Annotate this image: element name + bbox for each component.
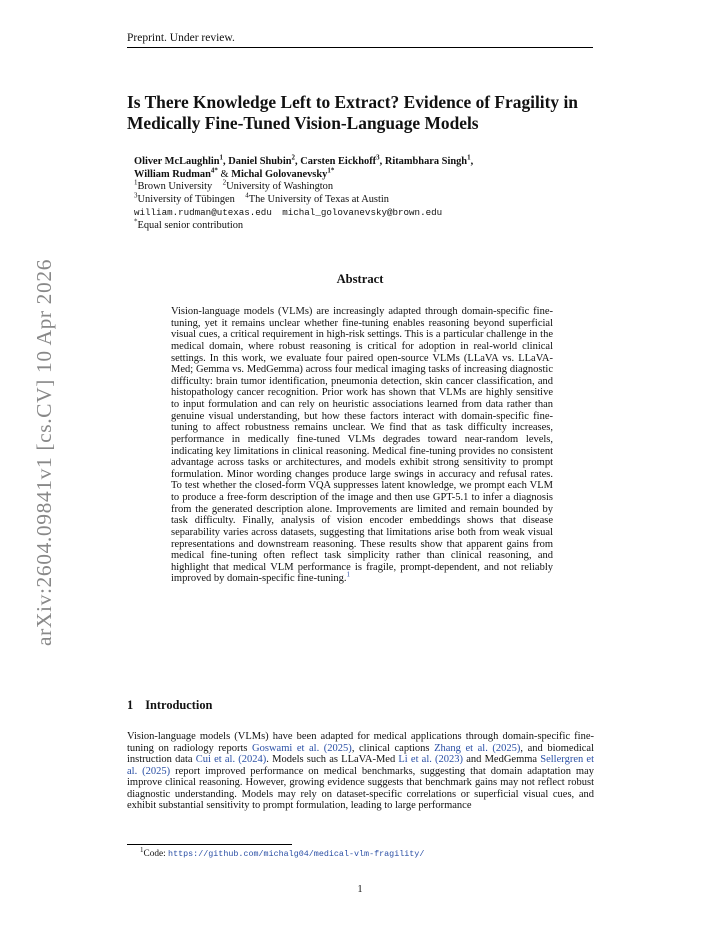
citation-link[interactable]: Sellergren et al. (2025): [127, 754, 594, 777]
affiliation: Brown University: [137, 181, 213, 193]
citation-link[interactable]: Goswami et al. (2025): [252, 742, 352, 754]
author-name: Carsten Eickhoff: [300, 156, 377, 167]
author-affiliation-mark: 1: [219, 153, 224, 162]
page-number: 1: [357, 884, 363, 895]
arxiv-stamp: arXiv:2604.09841v1 [cs.CV] 10 Apr 2026: [32, 258, 56, 646]
intro-text: and MedGemma: [463, 754, 541, 766]
equal-contribution-mark: *: [134, 217, 138, 226]
intro-text: , and biomedical instruction data: [127, 742, 594, 766]
running-head: Preprint. Under review.: [127, 32, 593, 48]
affiliation-line: [134, 178, 594, 194]
affiliation: University of Washington: [226, 181, 334, 193]
author-name: William Rudman: [134, 168, 211, 180]
affiliation-mark: 4: [245, 191, 249, 200]
intro-paragraph: [127, 731, 594, 812]
author-affiliation-mark: 1: [467, 153, 471, 162]
intro-text: , clinical captions: [351, 742, 435, 754]
author-affiliation-mark: 3: [376, 153, 380, 162]
equal-contribution-note: [134, 217, 594, 233]
author-name: Oliver McLaughlin: [134, 156, 220, 167]
affiliation: University of Tübingen: [137, 194, 235, 206]
email-line: [134, 207, 594, 220]
author-name: Daniel Shubin: [228, 156, 292, 167]
citation-link[interactable]: Cui et al. (2024): [195, 754, 267, 766]
intro-text: report improved performance on medical benchmarks, suggesting that domain adaptation may improve clinical reasoning. However, growing evidence suggests that benchmark gains may not reflect robust diagnostic understanding. Models may rely on dataset-specific correlations or superficial visual cues, and exhibit substantial sensitivity to prompt formulation, leading to large performance: [127, 765, 595, 812]
section-number: 1: [127, 698, 134, 712]
abstract-footnote-mark[interactable]: 1: [346, 570, 351, 579]
footnote-label: Code:: [143, 849, 169, 859]
author-affiliation-mark: 1*: [327, 166, 335, 175]
author-block: [134, 153, 594, 232]
affiliation-mark: 3: [134, 191, 138, 200]
author-name: Ritambhara Singh: [384, 156, 468, 167]
intro-text: Vision-language models (VLMs) have been adapted for medical applications through domain-specific fine-tuning on radiology reports: [127, 731, 594, 754]
footnote-mark: 1: [140, 845, 144, 854]
affiliation: The University of Texas at Austin: [248, 194, 389, 206]
affiliation-mark: 2: [222, 178, 227, 187]
footnote: [140, 845, 425, 859]
section-heading: [127, 698, 212, 713]
author-names: Oliver McLaughlin$^1$, Daniel Shubin$^2$, Carsten Eickhoff$^3$, Ritambhara Singh$^1$, William Rudman$^{4*}$ & Michal Golovanevsky$^{1*}$: [134, 153, 474, 180]
citation-link[interactable]: Zhang et al. (2025): [434, 742, 521, 754]
author-email[interactable]: michal_golovanevsky@brown.edu: [282, 206, 443, 218]
abstract-text: Vision-language models (VLMs) are increasingly adapted through domain-specific fine-tuning, yet it remains unclear whether fine-tuning enables reasoning beyond superficial visual cues, a critical requirement in high-risk settings. This is a particular challenge in the medical domain, where robust reasoning is critical for adoption in real-world clinical settings. In this work, we evaluate four paired open-source VLMs (LLaVA vs. LLaVA-Med; Gemma vs. MedGemma) across four medical imaging tasks of increasing diagnostic difficulty: brain tumor identification, pneumonia detection, skin cancer classification, and histopathology cancer recognition. Prior work has shown that VLMs are highly sensitive to input formulation and can rely on heuristic associations learned from data rather than genuine visual understanding, but how these factors interact with domain-specific fine-tuning to affect robustness remains unclear. We find that as task difficulty increases, performance in medically fine-tuned VLMs degrades toward near-random levels, indicating key limitations in clinical reasoning. Medical fine-tuning provides no consistent advantage across tasks or architectures, and models exhibit strong sensitivity to prompt formulation. Minor wording changes produce large swings in accuracy and refusal rates. To test whether the closed-form VQA suppresses latent knowledge, we prompt each VLM to produce a free-form description of the image and then use GPT-5.1 to infer a diagnosis from the generated description alone. Improvements are limited and remain bounded by task difficulty. Finally, analysis of vision encoder embeddings shows that disease separability varies across datasets, suggesting that limitations arise both from weak visual representations and downstream reasoning. These results show that apparent gains from medical fine-tuning often reflect task simplicity rather than clinical reasoning, and highlight that medical VLM performance is fragile, prompt-dependent, and not reliably improved by domain-specific fine-tuning.: [171, 306, 553, 585]
code-url-link[interactable]: https://github.com/michalg04/medical-vlm-fragility/: [168, 849, 425, 859]
footnote-rule: [127, 844, 292, 845]
author-name: Michal Golovanevsky: [231, 168, 328, 180]
affiliation-mark: 1: [134, 178, 138, 187]
affiliation-line: [134, 191, 594, 207]
abstract-heading: Abstract: [336, 272, 384, 286]
author-affiliation-mark: 4*: [210, 166, 218, 175]
abstract-body: [171, 306, 553, 585]
author-email[interactable]: william.rudman@utexas.edu: [134, 206, 272, 218]
citation-link[interactable]: Li et al. (2023): [398, 754, 464, 766]
intro-text: . Models such as LLaVA-Med: [266, 754, 399, 766]
paper-title: Is There Knowledge Left to Extract? Evidence of Fragility in Medically Fine-Tuned Vision-Language Models: [127, 92, 578, 133]
author-affiliation-mark: 2: [291, 153, 295, 162]
equal-contribution-text: Equal senior contribution: [137, 219, 244, 231]
section-title: Introduction: [145, 698, 213, 712]
